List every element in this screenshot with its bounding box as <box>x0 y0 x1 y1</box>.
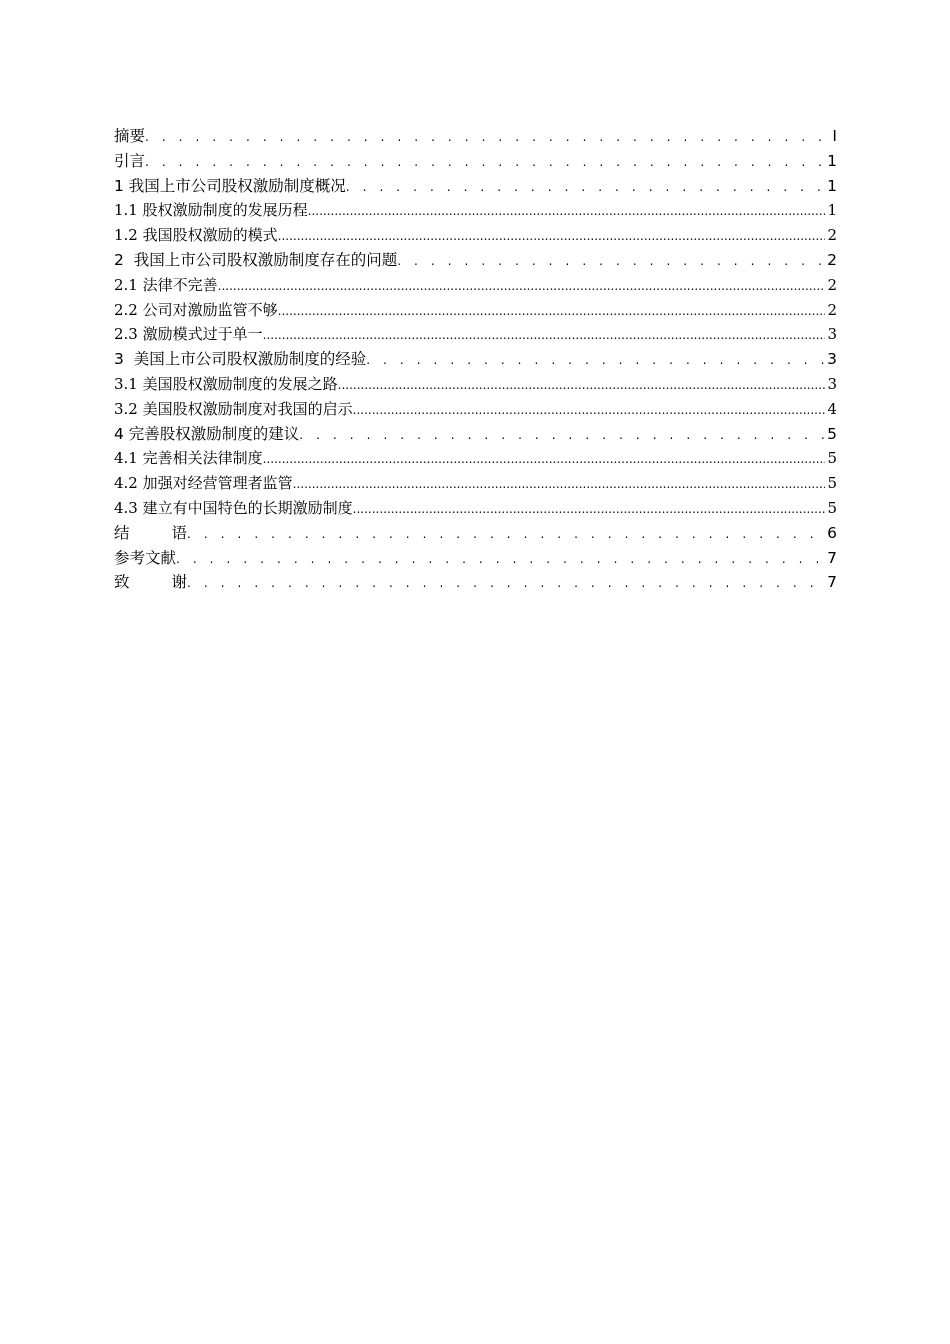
toc-entry-title: 2 我国上市公司股权激励制度存在的问题 <box>114 250 398 269</box>
toc-entry-page: 3 <box>827 325 837 344</box>
toc-dot-leader <box>366 348 825 373</box>
toc-entry-title: 摘要 <box>114 127 146 145</box>
toc-entry-section-1-2[interactable] <box>114 223 837 248</box>
toc-entry-acknowledgements[interactable] <box>114 570 837 595</box>
toc-entry-conclusion[interactable] <box>114 521 837 546</box>
toc-dot-leader <box>187 571 825 596</box>
toc-entry-title: 2.3 激励模式过于单一 <box>114 325 263 344</box>
toc-entry-section-2-2[interactable] <box>114 298 837 323</box>
toc-dot-leader <box>353 398 826 423</box>
toc-entry-page: 5 <box>827 474 837 493</box>
toc-entry-introduction[interactable] <box>114 149 837 174</box>
toc-entry-section-4-2[interactable] <box>114 471 837 496</box>
toc-dot-leader <box>263 323 826 348</box>
table-of-contents <box>114 124 837 595</box>
toc-dot-leader <box>397 249 825 274</box>
toc-entry-title: 4.1 完善相关法律制度 <box>114 449 263 468</box>
toc-entry-title: 参考文献 <box>114 548 177 567</box>
toc-entry-title: 引言 <box>114 151 146 170</box>
toc-entry-title: 4.2 加强对经营管理者监管 <box>114 474 293 493</box>
toc-entry-section-1-1[interactable] <box>114 198 837 223</box>
toc-entry-page: 1 <box>827 201 837 220</box>
toc-entry-page: 3 <box>827 350 837 369</box>
toc-entry-title: 3.1 美国股权激励制度的发展之路 <box>114 374 338 393</box>
toc-entry-page: 7 <box>827 548 837 567</box>
toc-dot-leader <box>218 274 826 299</box>
toc-entry-page: 6 <box>827 523 837 542</box>
toc-entry-section-3-1[interactable] <box>114 372 837 397</box>
toc-entry-chapter-1[interactable] <box>114 174 837 199</box>
toc-dot-leader <box>263 447 826 472</box>
toc-entry-page: 1 <box>827 176 837 195</box>
toc-entry-page: 3 <box>827 374 837 393</box>
toc-entry-chapter-2[interactable] <box>114 248 837 273</box>
toc-entry-title: 3 美国上市公司股权激励制度的经验 <box>114 350 367 369</box>
toc-dot-leader <box>145 125 826 150</box>
toc-entry-chapter-4[interactable] <box>114 422 837 447</box>
toc-entry-title: 3.2 美国股权激励制度对我国的启示 <box>114 399 353 418</box>
toc-entry-title: 4.3 建立有中国特色的长期激励制度 <box>114 498 353 517</box>
toc-entry-chapter-3[interactable] <box>114 347 837 372</box>
toc-dot-leader <box>338 373 826 398</box>
toc-entry-references[interactable] <box>114 546 837 571</box>
toc-entry-title <box>114 521 187 546</box>
toc-entry-page: 4 <box>827 399 837 418</box>
toc-entry-title: 2.1 法律不完善 <box>114 275 218 294</box>
toc-entry-page: 2 <box>827 250 837 269</box>
toc-entry-section-4-1[interactable] <box>114 446 837 471</box>
toc-dot-leader <box>308 199 826 224</box>
toc-dot-leader <box>299 423 825 448</box>
toc-entry-title: 2.2 公司对激励监管不够 <box>114 300 278 319</box>
toc-entry-title: 1 我国上市公司股权激励制度概况 <box>114 176 346 195</box>
toc-entry-section-2-3[interactable] <box>114 322 837 347</box>
toc-entry-title-part2: 谢 <box>171 573 188 592</box>
toc-entry-page: 2 <box>827 275 837 294</box>
toc-dot-leader <box>293 472 826 497</box>
toc-dot-leader <box>145 150 825 175</box>
toc-entry-title <box>114 570 187 595</box>
toc-entry-page: 5 <box>827 449 837 468</box>
toc-dot-leader <box>187 522 825 547</box>
toc-entry-title: 4 完善股权激励制度的建议 <box>114 424 300 443</box>
toc-entry-page: 5 <box>827 498 837 517</box>
toc-entry-section-3-2[interactable] <box>114 397 837 422</box>
toc-dot-leader <box>278 224 826 249</box>
toc-entry-section-2-1[interactable] <box>114 273 837 298</box>
toc-entry-title: 1.2 我国股权激励的模式 <box>114 226 278 245</box>
toc-entry-title-part2: 语 <box>171 523 188 542</box>
toc-entry-title-part1: 结 <box>114 523 130 542</box>
toc-dot-leader <box>176 547 825 572</box>
toc-entry-page: I <box>832 127 837 145</box>
toc-dot-leader <box>353 497 826 522</box>
toc-dot-leader <box>278 299 826 324</box>
toc-entry-abstract[interactable] <box>114 124 837 149</box>
toc-entry-title-part1: 致 <box>114 573 130 592</box>
toc-entry-page: 7 <box>827 573 837 592</box>
toc-entry-page: 1 <box>827 151 837 170</box>
toc-dot-leader <box>346 175 825 200</box>
toc-entry-title: 1.1 股权激励制度的发展历程 <box>114 201 308 220</box>
toc-entry-page: 2 <box>827 300 837 319</box>
toc-entry-page: 2 <box>827 226 837 245</box>
toc-entry-page: 5 <box>827 424 837 443</box>
toc-entry-section-4-3[interactable] <box>114 496 837 521</box>
